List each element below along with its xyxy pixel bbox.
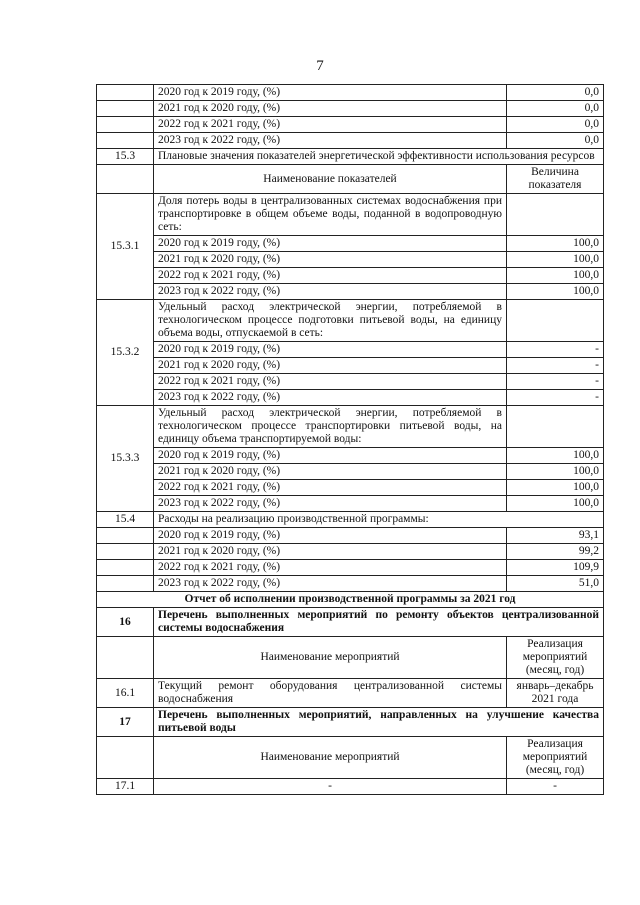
section-text: Расходы на реализацию производственной программы: bbox=[154, 512, 604, 528]
row-number-cell bbox=[97, 101, 154, 117]
year-value: 109,9 bbox=[507, 560, 604, 576]
measure-period: январь–декабрь 2021 года bbox=[507, 679, 604, 708]
column-header-row bbox=[97, 737, 604, 779]
year-row bbox=[97, 358, 604, 374]
year-row bbox=[97, 464, 604, 480]
indicator-number: 15.3.1 bbox=[97, 194, 154, 300]
report-title: Отчет об исполнении производственной программы за 2021 год bbox=[97, 592, 604, 608]
year-label: 2021 год к 2020 году, (%) bbox=[154, 544, 507, 560]
measure-text: - bbox=[154, 779, 507, 795]
year-label: 2022 год к 2021 году, (%) bbox=[154, 480, 507, 496]
section-number: 15.4 bbox=[97, 512, 154, 528]
year-label: 2023 год к 2022 году, (%) bbox=[154, 496, 507, 512]
indicator-row bbox=[97, 194, 604, 236]
year-label: 2021 год к 2020 году, (%) bbox=[154, 252, 507, 268]
year-row bbox=[97, 284, 604, 300]
indicator-text: Доля потерь воды в централизованных системах водоснабжения при транспортировке в общем объеме воды, поданной в водопроводную сеть: bbox=[154, 194, 507, 236]
measure-period: - bbox=[507, 779, 604, 795]
header-value: Реализация мероприятий (месяц, год) bbox=[507, 737, 604, 779]
year-value: - bbox=[507, 342, 604, 358]
section-row bbox=[97, 512, 604, 528]
year-value: 100,0 bbox=[507, 464, 604, 480]
year-value: 100,0 bbox=[507, 480, 604, 496]
year-row bbox=[97, 560, 604, 576]
page-number: 7 bbox=[316, 58, 324, 74]
row-number-cell bbox=[97, 637, 154, 679]
row-number-cell bbox=[97, 165, 154, 194]
section-row bbox=[97, 708, 604, 737]
indicator-number: 15.3.2 bbox=[97, 300, 154, 406]
year-value: - bbox=[507, 374, 604, 390]
year-label: 2021 год к 2020 году, (%) bbox=[154, 101, 507, 117]
section-text: Плановые значения показателей энергетической эффективности использования ресурсов bbox=[154, 149, 604, 165]
measure-row bbox=[97, 779, 604, 795]
year-row bbox=[97, 480, 604, 496]
year-row bbox=[97, 252, 604, 268]
indicator-value bbox=[507, 194, 604, 236]
indicator-row bbox=[97, 406, 604, 448]
year-label: 2023 год к 2022 году, (%) bbox=[154, 576, 507, 592]
indicator-row bbox=[97, 300, 604, 342]
year-value: 100,0 bbox=[507, 448, 604, 464]
section-number: 15.3 bbox=[97, 149, 154, 165]
year-value: 100,0 bbox=[507, 284, 604, 300]
year-value: 100,0 bbox=[507, 236, 604, 252]
year-label: 2023 год к 2022 году, (%) bbox=[154, 284, 507, 300]
year-value: 51,0 bbox=[507, 576, 604, 592]
year-label: 2023 год к 2022 году, (%) bbox=[154, 133, 507, 149]
year-label: 2020 год к 2019 году, (%) bbox=[154, 448, 507, 464]
measure-number: 16.1 bbox=[97, 679, 154, 708]
year-row bbox=[97, 390, 604, 406]
year-value: 93,1 bbox=[507, 528, 604, 544]
year-row bbox=[97, 236, 604, 252]
year-label: 2020 год к 2019 году, (%) bbox=[154, 85, 507, 101]
header-value: Величина показателя bbox=[507, 165, 604, 194]
report-title-row bbox=[97, 592, 604, 608]
section-number: 16 bbox=[97, 608, 154, 637]
column-header-row bbox=[97, 165, 604, 194]
section-text: Перечень выполненных мероприятий по ремонту объектов централизованной системы водоснабжения bbox=[154, 608, 604, 637]
year-row bbox=[97, 528, 604, 544]
row-number-cell bbox=[97, 117, 154, 133]
header-name: Наименование мероприятий bbox=[154, 637, 507, 679]
year-row bbox=[97, 85, 604, 101]
section-row bbox=[97, 608, 604, 637]
year-value: - bbox=[507, 358, 604, 374]
year-value: 100,0 bbox=[507, 268, 604, 284]
row-number-cell bbox=[97, 133, 154, 149]
year-row bbox=[97, 544, 604, 560]
year-value: 100,0 bbox=[507, 252, 604, 268]
year-label: 2021 год к 2020 году, (%) bbox=[154, 358, 507, 374]
column-header-row bbox=[97, 637, 604, 679]
year-label: 2022 год к 2021 году, (%) bbox=[154, 268, 507, 284]
year-value: 0,0 bbox=[507, 85, 604, 101]
indicator-text: Удельный расход электрической энергии, потребляемой в технологическом процессе подготовки питьевой воды, на единицу объема воды, отпускаемой в сеть: bbox=[154, 300, 507, 342]
year-row bbox=[97, 576, 604, 592]
measure-row bbox=[97, 679, 604, 708]
year-label: 2020 год к 2019 году, (%) bbox=[154, 342, 507, 358]
header-name: Наименование мероприятий bbox=[154, 737, 507, 779]
row-number-cell bbox=[97, 544, 154, 560]
indicator-value bbox=[507, 406, 604, 448]
year-label: 2020 год к 2019 году, (%) bbox=[154, 528, 507, 544]
section-number: 17 bbox=[97, 708, 154, 737]
header-value: Реализация мероприятий (месяц, год) bbox=[507, 637, 604, 679]
year-label: 2022 год к 2021 году, (%) bbox=[154, 374, 507, 390]
year-label: 2023 год к 2022 году, (%) bbox=[154, 390, 507, 406]
measure-number: 17.1 bbox=[97, 779, 154, 795]
section-text: Перечень выполненных мероприятий, направленных на улучшение качества питьевой воды bbox=[154, 708, 604, 737]
year-row bbox=[97, 101, 604, 117]
row-number-cell bbox=[97, 560, 154, 576]
year-row bbox=[97, 133, 604, 149]
year-value: 0,0 bbox=[507, 133, 604, 149]
header-name: Наименование показателей bbox=[154, 165, 507, 194]
measure-text: Текущий ремонт оборудования централизованной системы водоснабжения bbox=[154, 679, 507, 708]
year-label: 2022 год к 2021 году, (%) bbox=[154, 560, 507, 576]
report-table bbox=[96, 84, 604, 795]
year-label: 2022 год к 2021 году, (%) bbox=[154, 117, 507, 133]
year-label: 2021 год к 2020 году, (%) bbox=[154, 464, 507, 480]
year-row bbox=[97, 448, 604, 464]
row-number-cell bbox=[97, 737, 154, 779]
year-row bbox=[97, 342, 604, 358]
section-row bbox=[97, 149, 604, 165]
row-number-cell bbox=[97, 528, 154, 544]
year-value: - bbox=[507, 390, 604, 406]
year-value: 100,0 bbox=[507, 496, 604, 512]
year-row bbox=[97, 268, 604, 284]
year-value: 99,2 bbox=[507, 544, 604, 560]
indicator-text: Удельный расход электрической энергии, потребляемой в технологическом процессе транспортировки питьевой воды, на единицу объема транспортируемой воды: bbox=[154, 406, 507, 448]
year-row bbox=[97, 117, 604, 133]
year-label: 2020 год к 2019 году, (%) bbox=[154, 236, 507, 252]
year-row bbox=[97, 374, 604, 390]
row-number-cell bbox=[97, 85, 154, 101]
row-number-cell bbox=[97, 576, 154, 592]
indicator-value bbox=[507, 300, 604, 342]
year-row bbox=[97, 496, 604, 512]
indicator-number: 15.3.3 bbox=[97, 406, 154, 512]
year-value: 0,0 bbox=[507, 101, 604, 117]
year-value: 0,0 bbox=[507, 117, 604, 133]
